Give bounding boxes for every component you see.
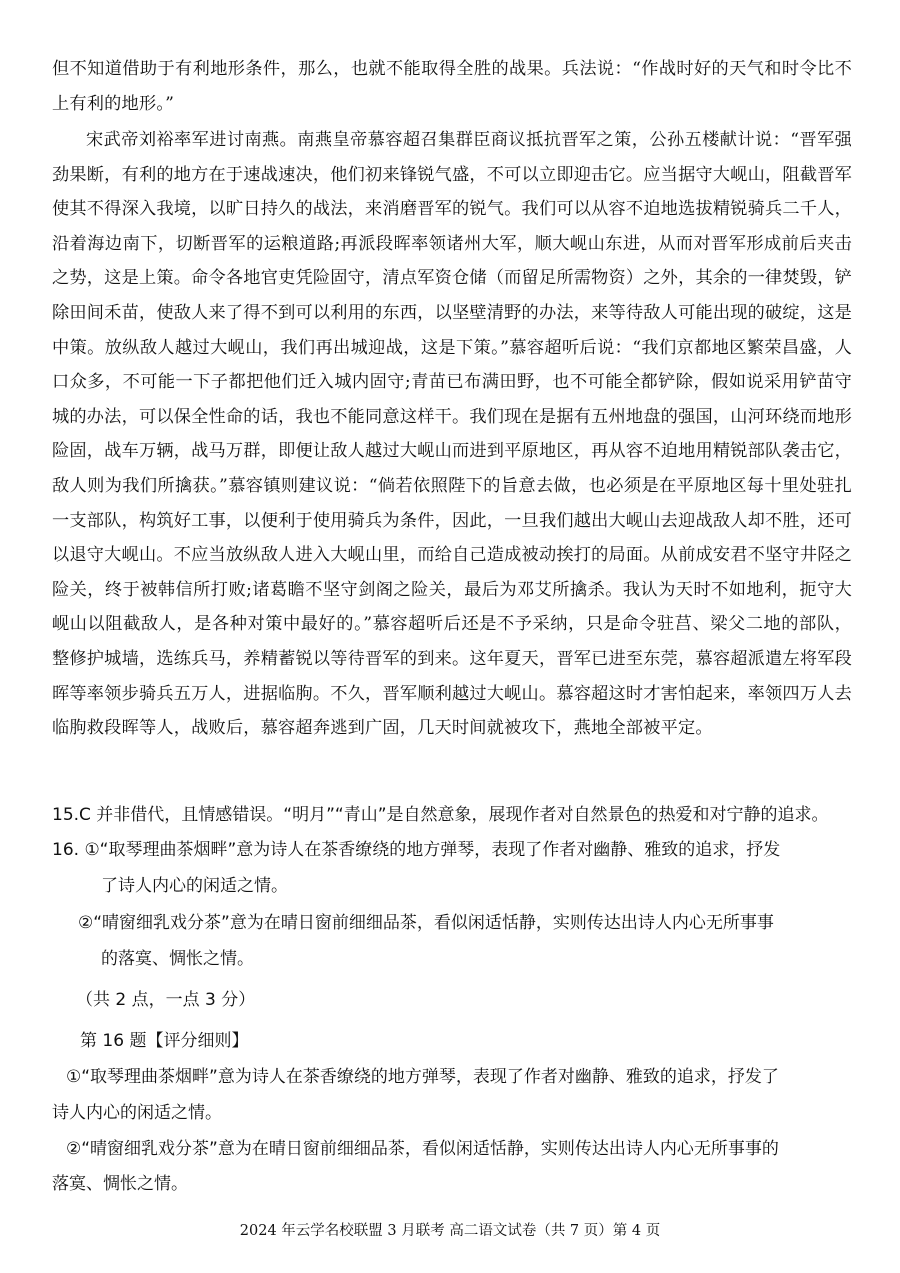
answer-q16-line-1: 16. ①“取琴理曲茶烟畔”意为诗人在茶香缭绕的地方弹琴，表现了作者对幽静、雅致的追求，抒发 [52, 840, 781, 860]
score-points-note: （共 2 点，一点 3 分） [76, 990, 256, 1010]
rubric-item-2-line-2: 落寞、惆怅之情。 [52, 1174, 188, 1194]
page-footer: 2024 年云学名校联盟 3 月联考 高二语文试卷（共 7 页）第 4 页 [239, 1223, 661, 1239]
rubric-item-2-line-1: ②“晴窗细乳戏分茶”意为在晴日窗前细细品茶，看似闲适恬静，实则传达出诗人内心无所事事的 [66, 1139, 779, 1159]
rubric-item-1-line-2: 诗人内心的闲适之情。 [52, 1103, 222, 1123]
answer-q16-line-2: 了诗人内心的闲适之情。 [101, 876, 288, 896]
answer-q16-line-4: 的落寞、惆怅之情。 [101, 949, 254, 969]
passage-paragraph-1: 但不知道借助于有利地形条件，那么，也就不能取得全胜的战果。兵法说：“作战时好的天气和时令比不上有利的地形。” [52, 59, 852, 114]
passage-paragraph-2: 宋武帝刘裕率军进讨南燕。南燕皇帝慕容超召集群臣商议抵抗晋军之策，公孙五楼献计说：“晋军强劲果断，有利的地方在于速战速决，他们初来锋锐气盛，不可以立即迎击它。应当据守大岘山，阻截晋军使其不得深入我境，以旷日持久的战法，来消磨晋军的锐气。我们可以从容不迫地选拔精锐骑兵二千人，沿着海边南下，切断晋军的运粮道路;再派段晖率领诸州大军，顺大岘山东进，从而对晋军形成前后夹击之势，这是上策。命令各地官吏凭险固守，清点军资仓储（而留足所需物资）之外，其余的一律焚毁，铲除田间禾苗，使敌人来了得不到可以利用的东西，以坚壁清野的办法，来等待敌人可能出现的破绽，这是中策。放纵敌人越过大岘山，我们再出城迎战，这是下策。”慕容超听后说：“我们京都地区繁荣昌盛，人口众多，不可能一下子都把他们迁入城内固守;青苗已布满田野，也不可能全都铲除，假如说采用铲苗守城的办法，可以保全性命的话，我也不能同意这样干。我们现在是据有五州地盘的强国，山河环绕而地形险固，战车万辆，战马万群，即便让敌人越过大岘山而进到平原地区，再从容不迫地用精锐部队袭击它，敌人则为我们所擒获。”慕容镇则建议说：“倘若依照陛下的旨意去做，也必须是在平原地区每十里处驻扎一支部队，构筑好工事，以便利于使用骑兵为条件，因此，一旦我们越出大岘山去迎战敌人却不胜，还可以退守大岘山。不应当放纵敌人进入大岘山里，而给自己造成被动挨打的局面。从前成安君不坚守井陉之险关，终于被韩信所打败;诸葛瞻不坚守剑阁之险关，最后为邓艾所擒杀。我认为天时不如地利，扼守大岘山以阻截敌人，是各种对策中最好的。”慕容超听后还是不予采纳，只是命令驻莒、梁父二地的部队，整修护城墙，选练兵马，养精蓄锐以等待晋军的到来。这年夏天，晋军已进至东莞，慕容超派遣左将军段晖等率领步骑兵五万人，进据临朐。不久，晋军顺利越过大岘山。慕容超这时才害怕起来，率领四万人去临朐救段晖等人，战败后，慕容超奔逃到广固，几天时间就被攻下，燕地全部被平定。 [52, 130, 852, 739]
answer-q15: 15.C 并非借代，且情感错误。“明月”“青山”是自然意象，展现作者对自然景色的热爱和对宁静的追求。 [52, 805, 829, 825]
rubric-item-1-line-1: ①“取琴理曲茶烟畔”意为诗人在茶香缭绕的地方弹琴，表现了作者对幽静、雅致的追求，抒发了 [66, 1067, 779, 1087]
rubric-title: 第 16 题【评分细则】 [80, 1031, 249, 1051]
answer-q16-line-3: ②“晴窗细乳戏分茶”意为在晴日窗前细细品茶，看似闲适恬静，实则传达出诗人内心无所事事 [78, 913, 774, 933]
